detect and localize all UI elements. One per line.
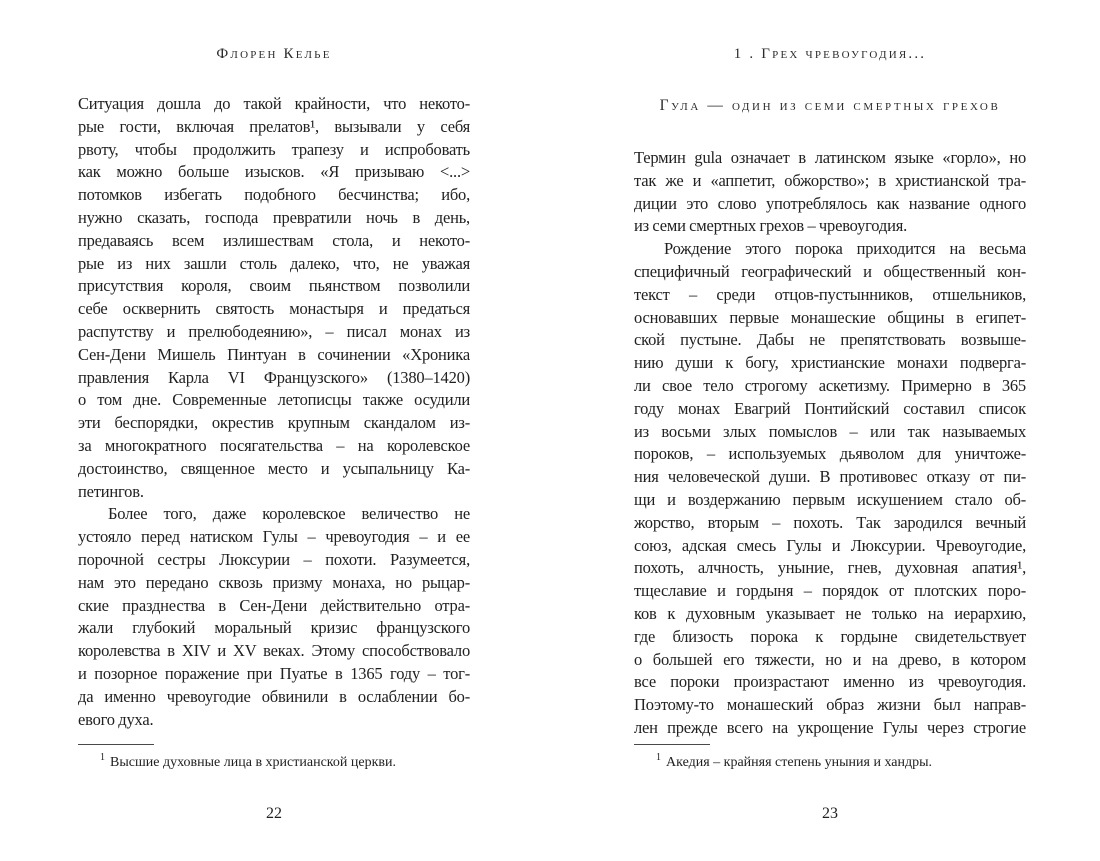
text-line: ской пустыне. Дабы не препятствовать возвыше- bbox=[634, 330, 1026, 350]
text-line: жали глубокий моральный кризис французского bbox=[78, 618, 470, 638]
footnote-text-left bbox=[78, 754, 470, 772]
page-number-left: 22 bbox=[266, 805, 282, 822]
text-line: распутству и прелюбодеянию», – писал монах из bbox=[78, 321, 470, 341]
footnote-left bbox=[78, 744, 470, 772]
text-line: пороков, – используемых дьяволом для уничтоже- bbox=[634, 444, 1026, 464]
text-line: порочной сестры Люксурии – похоти. Разумеется, bbox=[78, 549, 470, 569]
body-text-right bbox=[634, 147, 1026, 740]
text-line: да именно чревоугодие обвинили в ослаблении бо- bbox=[78, 686, 470, 706]
page-right bbox=[634, 46, 1026, 740]
text-line: королевства в XIV и XV веках. Этому способствовало bbox=[78, 641, 470, 661]
text-line: правления Карла VI Французского» (1380–1420) bbox=[78, 367, 470, 387]
text-line: ские празднества в Сен-Дени действительно отра- bbox=[78, 595, 470, 615]
text-line: Рождение этого порока приходится на весьма bbox=[664, 239, 1026, 259]
text-line: присутствия короля, своим пьянством позволили bbox=[78, 276, 470, 296]
text-line: специфичный географический и общественный кон- bbox=[634, 261, 1026, 281]
footnote-marker-right: 1 bbox=[656, 752, 661, 764]
text-line: Термин gula означает в латинском языке «горло», но bbox=[634, 148, 1026, 167]
text-line: ния человеческой души. В противовес отказу от пи- bbox=[634, 467, 1026, 487]
text-line: и позорное поражение при Пуатье в 1365 году – тог- bbox=[78, 663, 470, 683]
text-line: как можно больше изысков. «Я призываю <...> bbox=[78, 162, 470, 182]
text-line: о том дне. Современные летописцы также осудили bbox=[78, 390, 470, 410]
text-line: так же и «аппетит, обжорство»; в христианской тра- bbox=[634, 170, 1026, 190]
section-heading: Гула — один из семи смертных грехов bbox=[659, 97, 1001, 114]
text-line: нам это передано сквозь призму монаха, но рыцар- bbox=[78, 572, 470, 592]
text-line: потомков избегать подобного бесчинства; ибо, bbox=[78, 185, 470, 205]
text-line: рвоту, чтобы продолжить трапезу и испробовать bbox=[78, 139, 470, 159]
text-line: Поэтому-то монашеский образ жизни был направ- bbox=[634, 695, 1026, 715]
footnote-rule-left bbox=[78, 744, 154, 745]
text-line: нужно сказать, господа превратили ночь в день, bbox=[78, 207, 470, 227]
text-line: себе осквернить святость монастыря и предаться bbox=[78, 299, 470, 319]
text-line: ли свое тело строгому аскетизму. Примерно в 365 bbox=[634, 375, 1026, 395]
text-line: Ситуация дошла до такой крайности, что некото- bbox=[78, 94, 470, 113]
running-head-left: Флорен Келье bbox=[216, 46, 332, 62]
text-line: из семи смертных грехов – чревоугодия. bbox=[634, 216, 908, 236]
text-line: все пороки произрастают именно из чревоугодия. bbox=[634, 672, 1026, 692]
text-line: диции это слово употреблялось как название одного bbox=[634, 193, 1026, 213]
text-line: петингов. bbox=[78, 481, 144, 501]
text-line: о большей его тяжести, но и на древо, в котором bbox=[634, 649, 1026, 669]
text-line: лен прежде всего на укрощение Гулы через строгие bbox=[634, 717, 1026, 737]
footnote-marker-left: 1 bbox=[100, 752, 105, 764]
text-line: тщеславие и гордыня – порядок от плотских поро- bbox=[634, 581, 1026, 601]
text-line: основавших первые монашеские общины в египет- bbox=[634, 307, 1026, 327]
page-left bbox=[78, 46, 470, 731]
footnote-text-right bbox=[634, 754, 1026, 772]
text-line: из восьми злых помыслов – или так называемых bbox=[634, 421, 1026, 441]
text-line: году монах Евагрий Понтийский составил список bbox=[634, 398, 1026, 418]
text-line: евого духа. bbox=[78, 709, 154, 729]
text-line: достоинство, священное место и усыпальницу Ка- bbox=[78, 458, 470, 478]
text-line: предаваясь всем излишествам стола, и некото- bbox=[78, 230, 470, 250]
text-line: Более того, даже королевское величество не bbox=[108, 504, 470, 524]
text-line: где близость порока к гордыне свидетельствует bbox=[634, 626, 1026, 646]
body-text-left bbox=[78, 93, 470, 731]
text-line: похоть, алчность, уныние, гнев, духовная апатия¹, bbox=[634, 558, 1026, 578]
footnote-right bbox=[634, 744, 1026, 772]
footnote-body-left: Высшие духовные лица в христианской церкви. bbox=[110, 755, 396, 770]
text-line: нию души к богу, христианские монахи подверга- bbox=[634, 353, 1026, 373]
running-head-right: 1 . Грех чревоугодия... bbox=[733, 46, 927, 62]
text-line: за многократного посягательства – на королевское bbox=[78, 435, 470, 455]
footnote-body-right: Акедия – крайняя степень уныния и хандры. bbox=[666, 755, 933, 770]
text-line: устояло перед натиском Гулы – чревоугодия – и ее bbox=[78, 527, 470, 547]
footnote-rule-right bbox=[634, 744, 710, 745]
text-line: жорство, вторым – похоть. Так зародился вечный bbox=[634, 512, 1026, 532]
text-line: рые гости, включая прелатов¹, вызывали у себя bbox=[78, 116, 470, 136]
text-line: эти беспорядки, окрестив крупным скандалом из- bbox=[78, 413, 470, 433]
text-line: ков к духовным указывает не только на иерархию, bbox=[634, 603, 1026, 623]
text-line: союз, адская смесь Гулы и Люксурии. Чревоугодие, bbox=[634, 535, 1026, 555]
text-line: рые из них зашли столь далеко, что, не уважая bbox=[78, 253, 470, 273]
page-number-right: 23 bbox=[822, 805, 838, 822]
text-line: Сен-Дени Мишель Пинтуан в сочинении «Хроника bbox=[78, 344, 470, 364]
text-line: щи и воздержанию первым искушением стало об- bbox=[634, 489, 1026, 509]
text-line: текст – среди отцов-пустынников, отшельников, bbox=[634, 284, 1026, 304]
